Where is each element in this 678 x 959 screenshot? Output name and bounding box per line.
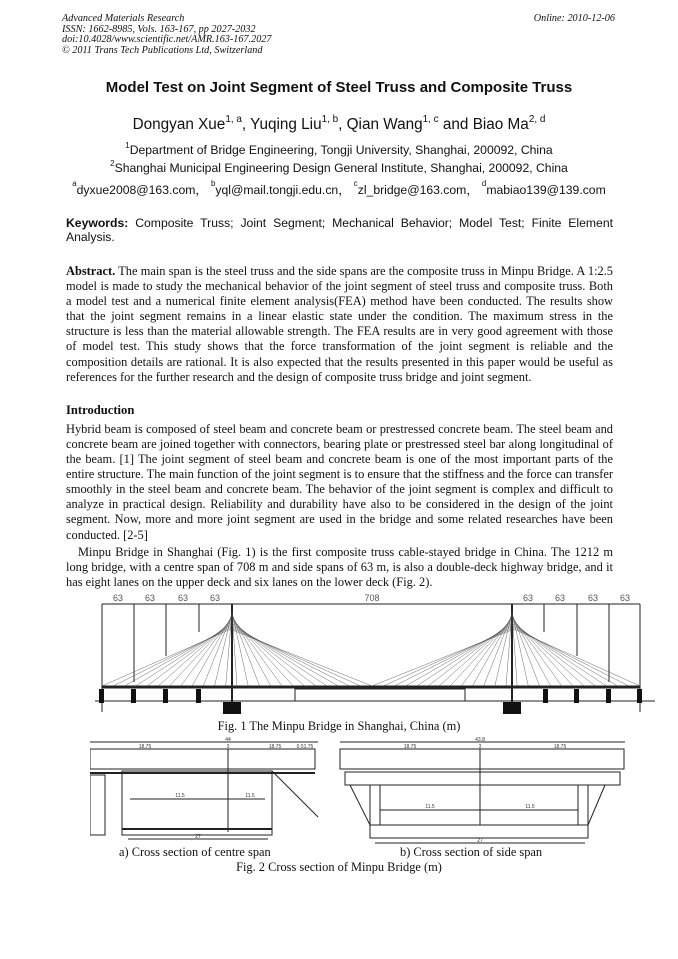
figure-1-bridge-elevation xyxy=(95,592,655,717)
dim-label: 27 xyxy=(477,837,483,844)
stay-cable xyxy=(232,622,316,686)
email: mabiao139@139.com xyxy=(486,183,606,197)
dim-label: 0.51.75 xyxy=(296,743,314,750)
dim-label: 18.75 xyxy=(403,743,417,750)
email: zl_bridge@163.com， xyxy=(357,183,479,197)
issn: ISSN: 1662-8985, Vols. 163-167, pp 2027-2032 xyxy=(62,23,256,35)
author: Biao Ma$^{2, d}$ xyxy=(472,114,546,133)
stay-cable xyxy=(181,617,232,686)
stay-cable xyxy=(232,627,350,686)
intro-paragraph-2: Minpu Bridge in Shanghai (Fig. 1) is the first composite truss cable-stayed bridge in China. The 1212 m long bridge, with a centre span of 708 m and side spans of 63 m, is also a double-deck highway bridge, and it has eight lanes on the upper deck and six lanes on the lower deck (Fig. 2). xyxy=(66,544,613,589)
section-heading-introduction: Introduction xyxy=(66,402,135,417)
author: Qian Wang$^{1, c}$ and xyxy=(346,114,473,133)
dim-label: 18.75 xyxy=(553,743,567,750)
dim-label: 3 xyxy=(478,743,482,750)
dim-label: 27 xyxy=(195,833,201,840)
author: Yuqing Liu$^{1, b}$, xyxy=(250,114,347,133)
span-label: 63 xyxy=(554,592,566,603)
span-label: 63 xyxy=(144,592,156,603)
stay-cable xyxy=(232,615,271,685)
author: Dongyan Xue$^{1, a}$, xyxy=(132,114,251,133)
figure-2-cross-sections xyxy=(90,737,640,845)
figure-2a-centre-span-section xyxy=(90,737,318,840)
span-label: 63 xyxy=(587,592,599,603)
stay-cable xyxy=(439,620,512,686)
span-label: 63 xyxy=(522,592,534,603)
stay-cable xyxy=(102,628,232,685)
figure-2-subcaptions xyxy=(0,845,678,860)
span-label: 63 xyxy=(619,592,631,603)
stay-cable xyxy=(113,627,232,686)
stay-cable xyxy=(383,628,512,686)
stay-cable xyxy=(215,612,233,686)
figure-1 xyxy=(0,592,678,717)
stay-cable xyxy=(232,628,361,686)
body-flow xyxy=(0,216,678,875)
figure-2-caption: Fig. 2 Cross section of Minpu Bridge (m) xyxy=(236,859,442,874)
dim-label: 11.5 xyxy=(425,803,435,810)
dim-label: 18.75 xyxy=(138,743,152,750)
dim-label: 11.5 xyxy=(245,792,255,799)
figure-2b-caption: b) Cross section of side span xyxy=(400,844,543,859)
figure-1-caption: Fig. 1 The Minpu Bridge in Shanghai, China (m) xyxy=(217,718,461,733)
doi: doi:10.4028/www.scientific.net/AMR.163-167.2027 xyxy=(62,34,272,45)
stay-cable xyxy=(495,612,512,686)
affiliation-1: $^1$Department of Bridge Engineering, Tongji University, Shanghai, 200092, China xyxy=(125,141,553,157)
affiliation-2: $^2$Shanghai Municipal Engineering Design General Institute, Shanghai, 200092, China xyxy=(110,159,568,175)
stay-cable xyxy=(512,627,629,686)
email-list: $^a$dyxue2008@163.com， $^b$yql@mail.tongji.edu.cn， $^c$zl_bridge@163.com， $^d$mabiao139@139.com xyxy=(72,179,606,197)
stay-cable xyxy=(232,630,372,686)
dim-label: 44 xyxy=(225,736,231,743)
paper-title: Model Test on Joint Segment of Steel Truss and Composite Truss xyxy=(105,79,573,96)
dim-label: 43.8 xyxy=(475,736,485,743)
abstract: Abstract. The main span is the steel truss and the side spans are the composite truss in Minpu Bridge. A 1:2.5 model is made to study the mechanical behavior of the joint segment of steel truss and composite truss. Both a model test and a numerical finite element analysis(FEA) method have been conducted. The results show that the joint segment remains in a linear elastic state under the condition. The maximum stress in the structure is less than the material allowable strength. The FEA results are in very good agreement with those of model test. This study shows that the force transformation of the joint segment is reliable and the composition details are rational. It is also expected that the results presented in this paper would be useful as references for the further research and the design of composite truss bridge and joint segment. xyxy=(66,264,613,384)
dim-label: 3 xyxy=(226,743,230,750)
stay-cable xyxy=(512,628,640,686)
span-label: 708 xyxy=(364,592,380,603)
journal-name: Advanced Materials Research xyxy=(62,13,185,24)
email: yql@mail.tongji.edu.cn， xyxy=(215,183,351,197)
stay-cable xyxy=(158,620,232,685)
keywords: Keywords: Composite Truss; Joint Segment; Mechanical Behavior; Model Test; Finite Element Analysis. xyxy=(66,216,613,244)
stay-cable xyxy=(512,622,595,686)
email: dyxue2008@163.com， xyxy=(76,183,208,197)
span-label: 63 xyxy=(112,592,124,603)
intro-paragraph-1: Hybrid beam is composed of steel beam and concrete beam or prestressed concrete beam. The steel beam and concrete beam are joined together with connectors, bearing plate or prestressed steel bar along longitudinal of the beam. [1] The joint segment of steel beam and concrete beam is one of the most important parts of the entire structure. The main function of the joint segment is to ensure that the stiffness and the force can transfer smoothly in the steel beam and concrete beam. The behavior of the joint segment is complex and difficult to analyze in practical design. Reliability and durability have also to be considered in the design of the joint segment. Now, more and more joint segment are used in the bridge and some related researches have been conducted. [2-5] xyxy=(66,421,613,542)
span-label: 63 xyxy=(177,592,189,603)
dim-label: 11.5 xyxy=(525,803,535,810)
figure-2a-caption: a) Cross section of centre span xyxy=(119,844,271,859)
online-date: Online: 2010-12-06 xyxy=(533,13,615,24)
dim-label: 18.75 xyxy=(268,743,282,750)
stay-cable xyxy=(512,615,551,685)
stay-cable xyxy=(372,630,512,686)
figure-2 xyxy=(0,737,678,845)
copyright: © 2011 Trans Tech Publications Ltd, Switzerland xyxy=(62,44,263,56)
dim-label: 11.5 xyxy=(175,792,185,799)
journal-header xyxy=(62,14,271,56)
figure-2b-side-span-section xyxy=(340,737,625,844)
author-list xyxy=(0,116,678,134)
span-label: 63 xyxy=(209,592,221,603)
